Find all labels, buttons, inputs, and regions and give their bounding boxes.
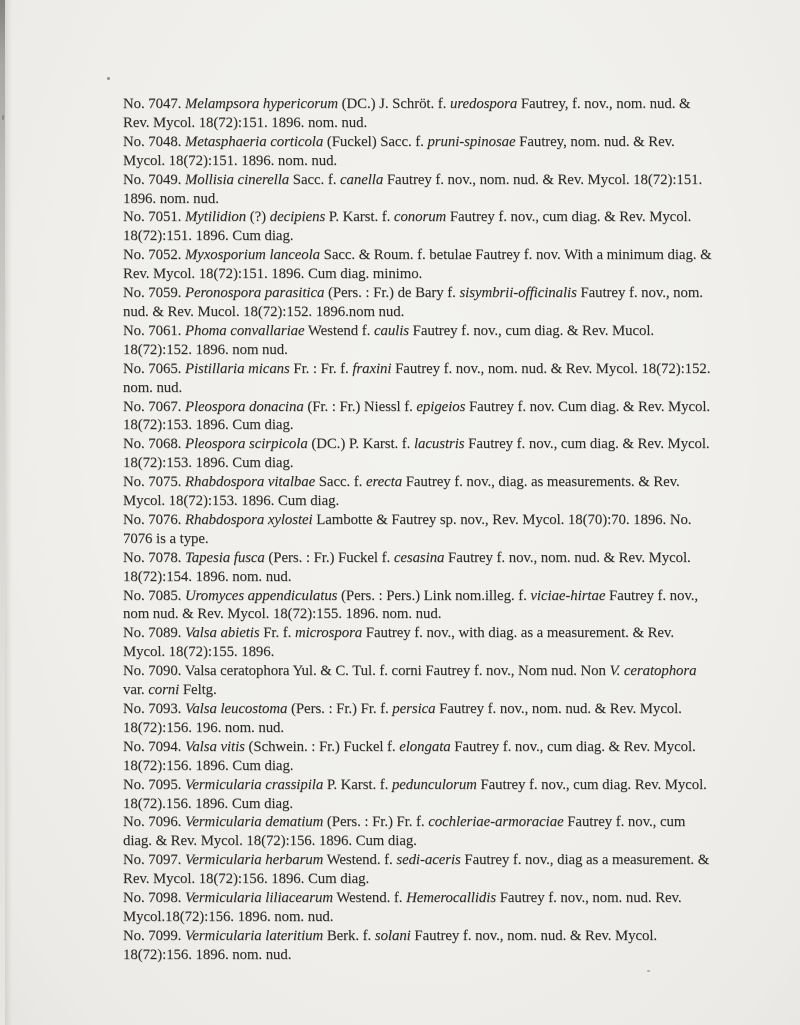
catalog-entry: No. 7065. Pistillaria micans Fr. : Fr. f. fraxini Fautrey f. nov., nom. nud. & Rev. Mycol. 18(72):152. nom. nud. [123, 360, 711, 396]
catalog-entry: No. 7089. Valsa abietis Fr. f. microspora Fautrey f. nov., with diag. as a measurement. & Rev. Mycol. 18(72):155. 1896. [123, 625, 674, 661]
catalog-entry: No. 7052. Myxosporium lanceola Sacc. & Roum. f. betulae Fautrey f. nov. With a minimum diag. & Rev. Mycol. 18(72):151. 1896. Cum diag. minimo. [123, 247, 712, 283]
catalog-entry: No. 7094. Valsa vitis (Schwein. : Fr.) Fuckel f. elongata Fautrey f. nov., cum diag. & Rev. Mycol. 18(72):156. 1896. Cum diag. [123, 738, 696, 774]
catalog-entry: No. 7048. Metasphaeria corticola (Fuckel) Sacc. f. pruni-spinosae Fautrey, nom. nud. & Rev. Mycol. 18(72):151. 1896. nom. nud. [123, 133, 675, 169]
scan-speck [2, 115, 4, 120]
catalog-entry: No. 7095. Vermicularia crassipila P. Karst. f. pedunculorum Fautrey f. nov., cum diag. Rev. Mycol. 18(72).156. 1896. Cum diag. [123, 776, 707, 812]
catalog-entry: No. 7067. Pleospora donacina (Fr. : Fr.) Niessl f. epigeios Fautrey f. nov. Cum diag. & Rev. Mycol. 18(72):153. 1896. Cum diag. [123, 398, 711, 434]
catalog-entry: No. 7099. Vermicularia lateritium Berk. f. solani Fautrey f. nov., nom. nud. & Rev. Mycol. 18(72):156. 1896. nom. nud. [123, 927, 658, 963]
catalog-entry: No. 7078. Tapesia fusca (Pers. : Fr.) Fuckel f. cesasina Fautrey f. nov., nom. nud. & Rev. Mycol. 18(72):154. 1896. nom. nud. [123, 549, 691, 585]
scan-left-edge-fade [5, 0, 12, 1025]
catalog-entry: No. 7090. Valsa ceratophora Yul. & C. Tul. f. corni Fautrey f. nov., Nom nud. Non V. ceratophora var. corni Feltg. [123, 663, 697, 699]
catalog-entry: No. 7085. Uromyces appendiculatus (Pers. : Pers.) Link nom.illeg. f. viciae-hirtae Fautrey f. nov., nom nud. & Rev. Mycol. 18(72):155. 1896. nom. nud. [123, 587, 699, 623]
catalog-entry: No. 7047. Melampsora hypericorum (DC.) J. Schröt. f. uredospora Fautrey, f. nov., nom. nud. & Rev. Mycol. 18(72):151. 1896. nom. nud. [123, 96, 691, 131]
catalog-entry: No. 7049. Mollisia cinerella Sacc. f. canella Fautrey f. nov., nom. nud. & Rev. Mycol. 18(72):151. 1896. nom. nud. [123, 171, 703, 207]
catalog-entry: No. 7061. Phoma convallariae Westend f. caulis Fautrey f. nov., cum diag. & Rev. Mucol. 18(72):152. 1896. nom nud. [123, 322, 655, 358]
entry-list [123, 95, 715, 965]
scan-speck [647, 970, 650, 972]
catalog-entry: No. 7096. Vermicularia dematium (Pers. : Fr.) Fr. f. cochleriae-armoraciae Fautrey f. nov., cum diag. & Rev. Mycol. 18(72):156. 1896. Cum diag. [123, 814, 686, 850]
catalog-entry: No. 7075. Rhabdospora vitalbae Sacc. f. erecta Fautrey f. nov., diag. as measurements. & Rev. Mycol. 18(72):153. 1896. Cum diag. [123, 474, 680, 510]
catalog-entry: No. 7051. Mytilidion (?) decipiens P. Karst. f. conorum Fautrey f. nov., cum diag. & Rev. Mycol. 18(72):151. 1896. Cum diag. [123, 209, 692, 245]
catalog-entry: No. 7093. Valsa leucostoma (Pers. : Fr.) Fr. f. persica Fautrey f. nov., nom. nud. & Rev. Mycol. 18(72):156. 196. nom. nud. [123, 701, 682, 736]
catalog-entry: No. 7098. Vermicularia liliacearum Westend. f. Hemerocallidis Fautrey f. nov., nom. nud. Rev. Mycol.18(72):156. 1896. nom. nud. [123, 890, 682, 925]
catalog-entry: No. 7076. Rhabdospora xylostei Lambotte & Fautrey sp. nov., Rev. Mycol. 18(70):70. 1896. No. 7076 is a type. [123, 511, 692, 547]
scan-speck [107, 77, 110, 80]
catalog-entry: No. 7059. Peronospora parasitica (Pers. : Fr.) de Bary f. sisymbrii-officinalis Fautrey f. nov., nom. nud. & Rev. Mucol. 18(72):152. 1896.nom nud. [123, 285, 703, 320]
catalog-entry: No. 7068. Pleospora scirpicola (DC.) P. Karst. f. lacustris Fautrey f. nov., cum diag. & Rev. Mycol. 18(72):153. 1896. Cum diag. [123, 436, 710, 472]
catalog-entry: No. 7097. Vermicularia herbarum Westend. f. sedi-aceris Fautrey f. nov., diag as a measurement. & Rev. Mycol. 18(72):156. 1896. Cum diag. [123, 852, 710, 888]
